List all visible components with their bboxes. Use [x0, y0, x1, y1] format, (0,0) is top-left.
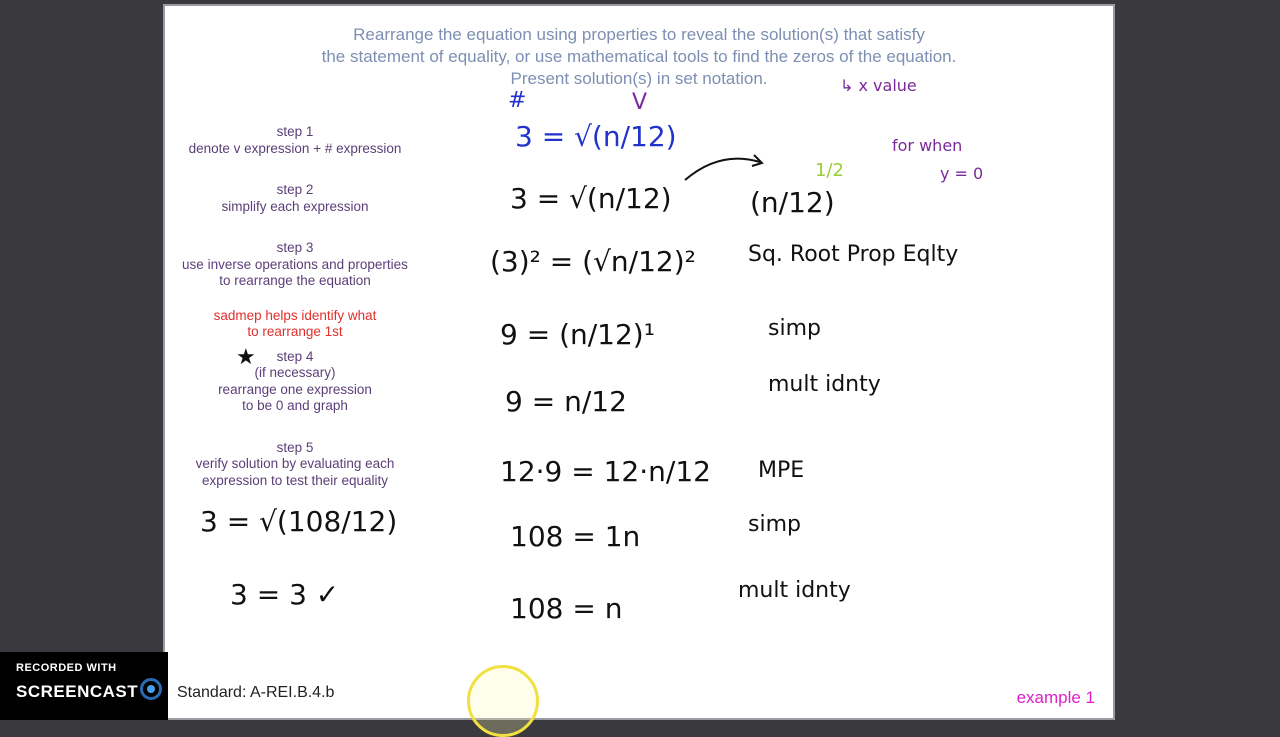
step-text: to be 0 and graph — [242, 398, 348, 413]
step-3 — [165, 240, 425, 290]
note-simp: simp — [768, 316, 821, 341]
note-mpe: MPE — [758, 458, 805, 483]
equation-8: 108 = n — [510, 592, 623, 625]
screencast-watermark — [0, 652, 168, 720]
note-text: sadmep helps identify what — [213, 307, 377, 323]
verify-result: 3 = 3 ✓ — [230, 578, 340, 611]
step-2 — [165, 182, 425, 215]
header-line: Rearrange the equation using properties to reveal the solution(s) that satisfy — [353, 25, 925, 44]
step-text: use inverse operations and properties — [182, 256, 408, 272]
step-text: to rearrange the equation — [219, 273, 371, 288]
step-4 — [165, 349, 425, 415]
note-simp-2: simp — [748, 512, 801, 537]
step-title: step 4 — [276, 348, 314, 364]
note-text: to rearrange 1st — [247, 324, 343, 339]
sadmep-note — [165, 308, 425, 341]
note-sq-root: Sq. Root Prop Eqlty — [748, 242, 959, 267]
header-line: Present solution(s) in set notation. — [510, 69, 768, 88]
side-note-3: y = 0 — [940, 164, 984, 183]
steps-list — [165, 124, 425, 514]
step-title: step 2 — [276, 182, 314, 197]
step-title: step 3 — [276, 240, 314, 255]
standard-label: Standard: A-REI.B.4.b — [177, 684, 335, 701]
step-1 — [165, 124, 425, 157]
screencast-logo-icon — [140, 678, 162, 700]
note-mult-identity-2: mult idnty — [738, 578, 851, 603]
step-text: rearrange one expression — [218, 381, 372, 397]
rational-exponent: (n/12) — [750, 186, 835, 219]
v-label: V — [632, 90, 648, 115]
watermark-line2: SCREENCAST — [16, 682, 139, 701]
step-title: step 1 — [276, 124, 314, 139]
side-note-1: ↳ x value — [840, 76, 917, 95]
equation-4: 9 = (n/12)¹ — [500, 318, 655, 351]
step-5 — [165, 440, 425, 490]
star-icon: ★ — [236, 344, 256, 369]
side-note-2: for when — [892, 136, 963, 155]
step-title: step 5 — [276, 439, 314, 455]
cursor-highlight — [467, 665, 539, 737]
step-text: expression to test their equality — [201, 472, 389, 488]
exponent-half: 1/2 — [815, 160, 844, 181]
note-mult-identity: mult idnty — [768, 372, 881, 397]
header-line: the statement of equality, or use mathematical tools to find the zeros of the equation. — [321, 47, 957, 66]
equation-2: 3 = √(n/12) — [510, 182, 672, 215]
verify-equation: 3 = √(108/12) — [200, 505, 398, 538]
watermark-line1: RECORDED WITH — [16, 662, 117, 674]
example-label: example 1 — [1016, 688, 1095, 707]
step-text: simplify each expression — [221, 198, 369, 214]
equation-1: 3 = √(n/12) — [515, 120, 677, 153]
equation-3: (3)² = (√n/12)² — [490, 245, 696, 278]
step-text: (if necessary) — [254, 365, 336, 380]
step-text: verify solution by evaluating each — [195, 456, 395, 471]
hash-label: # — [508, 88, 527, 113]
equation-6: 12·9 = 12·n/12 — [500, 455, 711, 488]
equation-5: 9 = n/12 — [505, 385, 627, 418]
arrow-icon — [680, 150, 780, 190]
step-text: denote v expression + # expression — [188, 140, 402, 156]
instructions-header — [165, 24, 1113, 90]
equation-7: 108 = 1n — [510, 520, 641, 553]
